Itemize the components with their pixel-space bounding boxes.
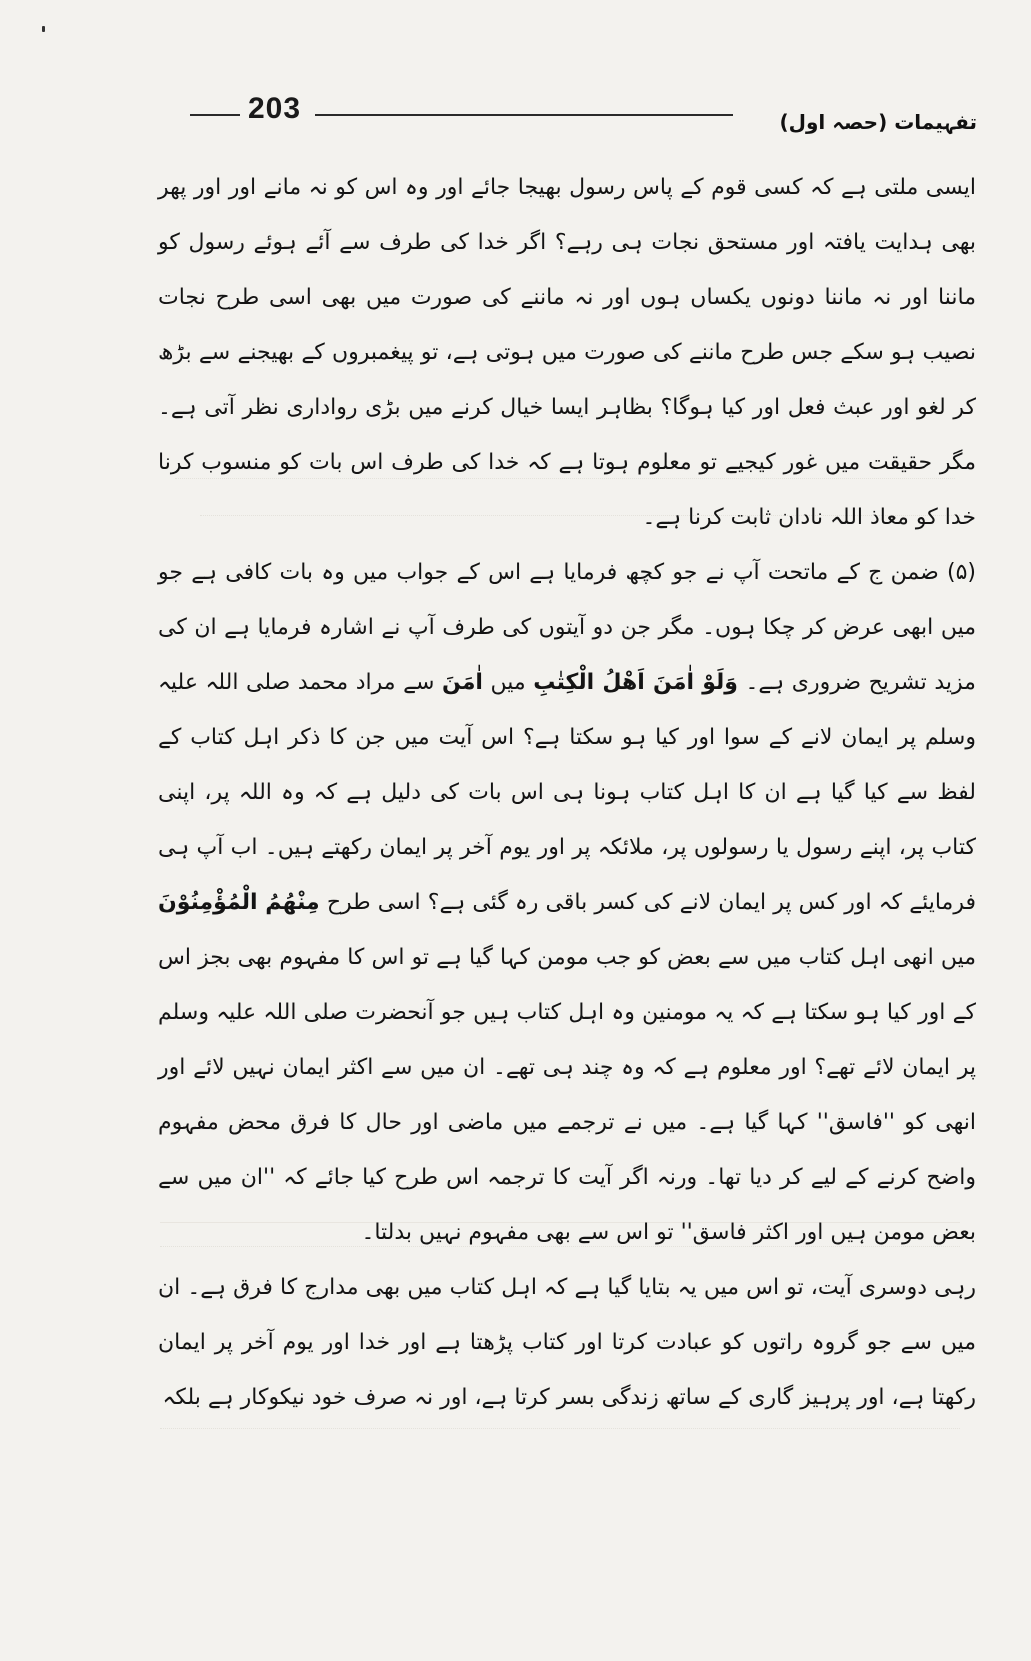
paragraph (158, 545, 976, 1260)
body-text (158, 160, 976, 1425)
paragraph-text: میں (490, 670, 526, 695)
header-rule (315, 114, 733, 116)
header-dash (190, 114, 240, 116)
show-through-line (160, 1428, 960, 1443)
ink-speck (42, 26, 45, 32)
paragraph: ایسی ملتی ہے کہ کسی قوم کے پاس رسول بھیجا جائے اور وہ اس کو نہ مانے اور اور پھر بھی ہدایت یافتہ اور مستحق نجات ہی رہے؟ اگر خدا کی طرف سے آئے ہوئے رسول کو ماننا اور نہ ماننا دونوں یکساں ہوں اور نہ ماننے کی صورت میں بھی اسی طرح نجات نصیب ہو سکے جس طرح ماننے کی صورت میں ہوتی ہے، تو پیغمبروں کے بھیجنے سے بڑھ کر لغو اور عبث فعل اور کیا ہوگا؟ بظاہر ایسا خیال کرنے میں بڑی رواداری نظر آتی ہے۔ مگر حقیقت میں غور کیجیے تو معلوم ہوتا ہے کہ خدا کی طرف اس بات کو منسوب کرنا خدا کو معاذ اللہ نادان ثابت کرنا ہے۔ (158, 175, 976, 530)
paragraph: رہی دوسری آیت، تو اس میں یہ بتایا گیا ہے کہ اہل کتاب میں بھی مدارج کا فرق ہے۔ ان میں سے جو گروہ راتوں کو عبادت کرتا اور کتاب پڑھتا ہے اور خدا اور یوم آخر پر ایمان رکھتا ہے، اور پرہیز گاری کے ساتھ زندگی بسر کرتا ہے، اور نہ صرف خود نیکوکار ہے بلکہ (158, 1275, 976, 1410)
paragraph-text: میں انھی اہل کتاب میں سے بعض کو جب مومن کہا گیا ہے تو اس کا مفہوم بھی بجز اس کے اور کیا ہو سکتا ہے کہ یہ مومنین وہ اہل کتاب ہیں جو آنحضرت صلی اللہ علیہ وسلم پر ایمان لائے تھے؟ اور معلوم ہے کہ وہ چند ہی تھے۔ ان میں سے اکثر ایمان نہیں لائے اور انھی کو ''فاسق'' کہا گیا ہے۔ میں نے ترجمے میں ماضی اور حال کا فرق محض مفہوم واضح کرنے کے لیے کر دیا تھا۔ ورنہ اگر آیت کا ترجمہ اس طرح کیا جائے کہ ''ان میں سے بعض مومن ہیں اور اکثر فاسق'' تو اس سے بھی مفہوم نہیں بدلتا۔ (158, 945, 976, 1245)
quran-quote: مِنْهُمُ الْمُؤْمِنُوْنَ (158, 890, 320, 915)
page-header (190, 92, 977, 144)
quran-quote: وَلَوْ اٰمَنَ اَهْلُ الْكِتٰبِ (533, 670, 738, 695)
running-title: تفہیمات (حصہ اول) (779, 110, 977, 134)
paragraph-text: سے مراد محمد صلی اللہ علیہ وسلم پر ایمان لانے کے سوا اور کیا ہو سکتا ہے؟ اس آیت میں جن کا ذکر اہل کتاب کے لفظ سے کیا گیا ہے ان کا اہل کتاب ہونا ہی اس بات کی دلیل ہے کہ وہ اللہ پر، اپنی کتاب پر، اپنے رسول یا رسولوں پر، ملائکہ پر اور یوم آخر پر ایمان رکھتے ہیں۔ اب آپ ہی فرمایئے کہ اور کس پر ایمان لانے کی کسر باقی رہ گئی ہے؟ اسی طرح (158, 670, 976, 915)
page-number: 203 (248, 92, 302, 125)
quran-quote: اٰمَنَ (442, 670, 483, 695)
paragraph-text: (۵) ضمن ج کے ماتحت آپ نے جو کچھ فرمایا ہے اس کے جواب میں وہ بات کافی ہے جو میں ابھی عرض کر چکا ہوں۔ مگر جن دو آیتوں کی طرف آپ نے اشارہ فرمایا ہے ان کی مزید تشریح ضروری ہے۔ (158, 560, 976, 695)
